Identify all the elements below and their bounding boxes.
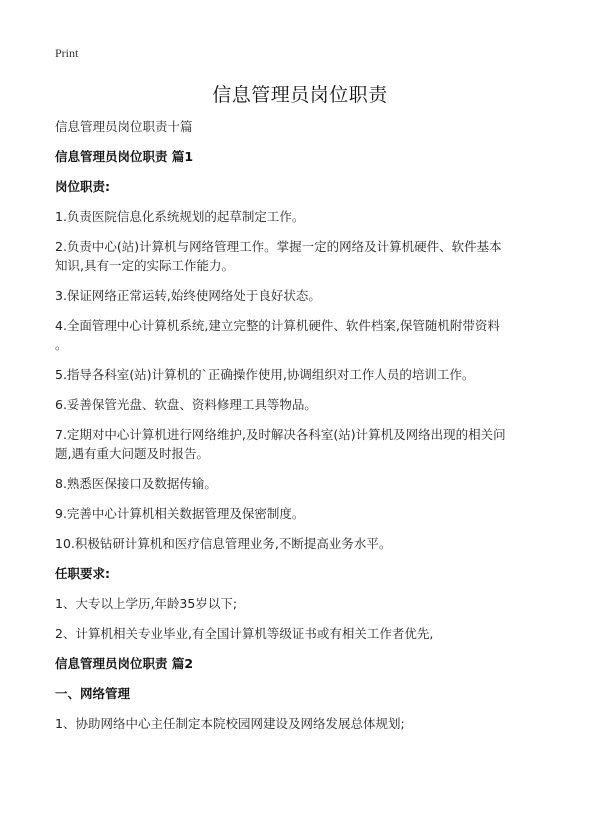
network-heading: 一、网络管理 [55,686,131,701]
duty-item: 6.妥善保管光盘、软盘、资料修理工具等物品。 [55,397,317,412]
duty-item: 7.定期对中心计算机进行网络维护,及时解决各科室(站)计算机及网络出现的相关问 [55,427,506,442]
page-title: 信息管理员岗位职责 [212,84,388,106]
section-heading-2: 信息管理员岗位职责 篇2 [55,656,194,671]
requirement-item: 1、大专以上学历,年龄35岁以下; [55,596,238,611]
duty-item: 4.全面管理中心计算机系统,建立完整的计算机硬件、软件档案,保管随机附带资料 [55,318,500,333]
requirement-item: 2、计算机相关专业毕业,有全国计算机等级证书或有相关工作者优先, [55,626,434,641]
duty-item: 5.指导各科室(站)计算机的`正确操作使用,协调组织对工作人员的培训工作。 [55,367,475,382]
duty-item: 8.熟悉医保接口及数据传输。 [55,476,217,491]
duty-item: 9.完善中心计算机相关数据管理及保密制度。 [55,506,305,521]
duty-item: 2.负责中心(站)计算机与网络管理工作。掌握一定的网络及计算机硬件、软件基本 [55,239,502,254]
duty-item-continued: 。 [55,337,68,352]
duty-item: 10.积极钻研计算机和医疗信息管理业务,不断提高业务水平。 [55,536,392,551]
duty-item: 3.保证网络正常运转,始终使网络处于良好状态。 [55,288,321,303]
duty-item-continued: 知识,具有一定的实际工作能力。 [55,258,234,273]
duty-item-continued: 题,遇有重大问题及时报告。 [55,446,209,461]
requirements-heading: 任职要求: [55,566,110,581]
print-label: Print [55,46,79,60]
document-body [55,117,555,733]
subtitle: 信息管理员岗位职责十篇 [55,119,193,134]
network-item: 1、协助网络中心主任制定本院校园网建设及网络发展总体规划; [55,716,405,731]
section-heading-1: 信息管理员岗位职责 篇1 [55,149,194,164]
duties-heading: 岗位职责: [55,179,110,194]
duty-item: 1.负责医院信息化系统规划的起草制定工作。 [55,209,305,224]
